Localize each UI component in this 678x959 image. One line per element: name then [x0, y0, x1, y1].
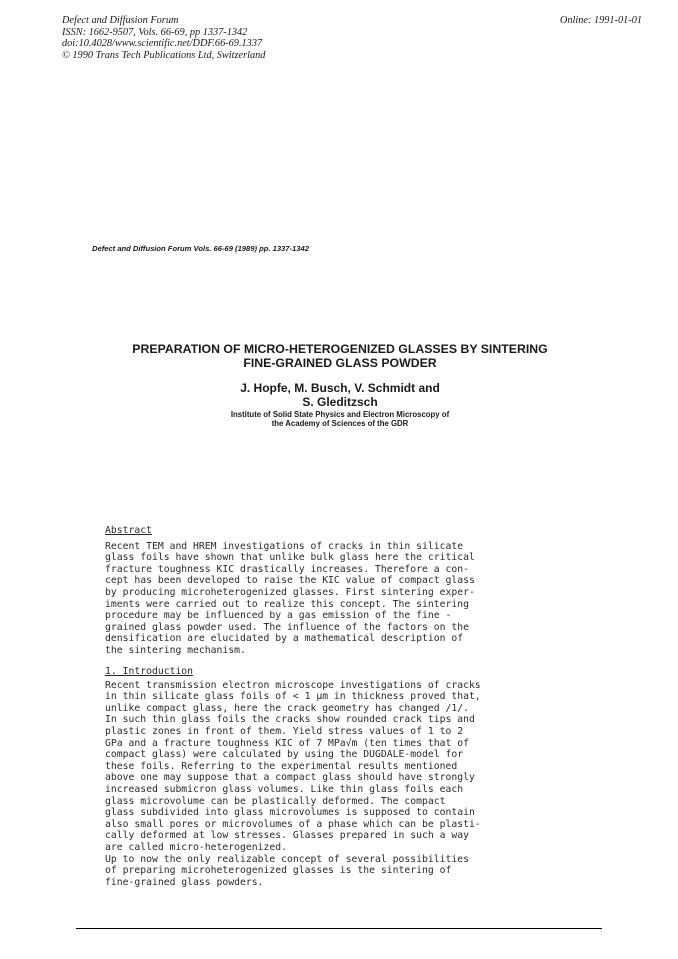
- title-line-1: PREPARATION OF MICRO-HETEROGENIZED GLASSES BY SINTERING: [132, 342, 548, 356]
- intro-line: also small pores or microvolumes of a phase which can be plasti-: [105, 818, 481, 830]
- intro-line: glass subdivided into glass microvolumes is supposed to contain: [105, 807, 475, 819]
- intro-line: glass microvolume can be plastically deformed. The compact: [105, 795, 446, 807]
- intro-line: these foils. Referring to the experimental results mentioned: [105, 760, 458, 772]
- abstract-line: by producing microheterogenized glasses. First sintering exper-: [105, 586, 475, 598]
- abstract-line: densification are elucidated by a mathematical description of: [105, 633, 464, 645]
- intro-line: fine-grained glass powders.: [105, 876, 264, 888]
- intro-line: In such thin glass foils the cracks show rounded crack tips and: [105, 714, 475, 726]
- abstract-line: grained glass powder used. The influence of the factors on the: [105, 621, 469, 633]
- header-doi: doi:10.4028/www.scientific.net/DDF.66-69.1337: [62, 38, 263, 50]
- intro-line: are called micro-heterogenized.: [105, 841, 287, 853]
- introduction-heading: 1. Introduction: [105, 666, 194, 677]
- intro-line: plastic zones in front of them. Yield stress values of 1 to 2: [105, 725, 464, 737]
- publication-header: [62, 15, 265, 61]
- abstract-line: the sintering mechanism.: [105, 644, 246, 656]
- abstract-heading: Abstract: [105, 525, 152, 536]
- introduction-section: [105, 666, 545, 888]
- intro-line: Up to now the only realizable concept of several possibilities: [105, 853, 469, 865]
- intro-line: compact glass) were calculated by using the DUGDALE-model for: [105, 749, 464, 761]
- header-copyright: © 1990 Trans Tech Publications Ltd, Switzerland: [62, 49, 266, 61]
- header-journal: Defect and Diffusion Forum: [62, 15, 179, 26]
- institution-line-2: the Academy of Sciences of the GDR: [271, 419, 409, 429]
- abstract-section: [105, 525, 545, 657]
- intro-line: cally deformed at low stresses. Glasses prepared in such a way: [105, 830, 469, 842]
- paper-title: [80, 342, 600, 370]
- intro-line: GPa and a fracture toughness KIC of 7 MPa√m (ten times that of: [105, 737, 469, 749]
- intro-line: above one may suppose that a compact glass should have strongly: [105, 772, 475, 784]
- institution: [80, 410, 600, 429]
- online-date: Online: 1991-01-01: [559, 15, 642, 26]
- intro-line: of preparing microheterogenized glasses is the sintering of: [105, 865, 452, 877]
- abstract-line: glass foils have shown that unlike bulk glass here the critical: [105, 552, 475, 564]
- intro-line: increased submicron glass volumes. Like thin glass foils each: [105, 783, 464, 795]
- authors: [80, 381, 600, 409]
- header-issn: ISSN: 1662-9507, Vols. 66-69, pp 1337-1342: [62, 26, 248, 38]
- intro-line: Recent transmission electron microscope investigations of cracks: [105, 679, 481, 691]
- footer-rule: [76, 928, 602, 929]
- authors-line-2: S. Gleditzsch: [302, 395, 378, 409]
- title-line-2: FINE-GRAINED GLASS POWDER: [243, 356, 437, 370]
- intro-line: in thin silicate glass foils of < 1 µm in thickness proved that,: [105, 691, 481, 703]
- intro-line: unlike compact glass, here the crack geometry has changed /1/.: [105, 702, 469, 714]
- journal-citation: Defect and Diffusion Forum Vols. 66-69 (1989) pp. 1337-1342: [92, 244, 309, 253]
- abstract-line: iments were carried out to realize this concept. The sintering: [105, 598, 469, 610]
- authors-line-1: J. Hopfe, M. Busch, V. Schmidt and: [240, 381, 440, 395]
- abstract-line: procedure may be influenced by a gas emission of the fine -: [105, 610, 452, 622]
- institution-line-1: Institute of Solid State Physics and Electron Microscopy of: [230, 410, 450, 419]
- abstract-line: cept has been developed to raise the KIC value of compact glass: [105, 575, 475, 587]
- abstract-line: fracture toughness KIC drastically increases. Therefore a con-: [105, 563, 469, 575]
- abstract-line: Recent TEM and HREM investigations of cracks in thin silicate: [105, 540, 464, 552]
